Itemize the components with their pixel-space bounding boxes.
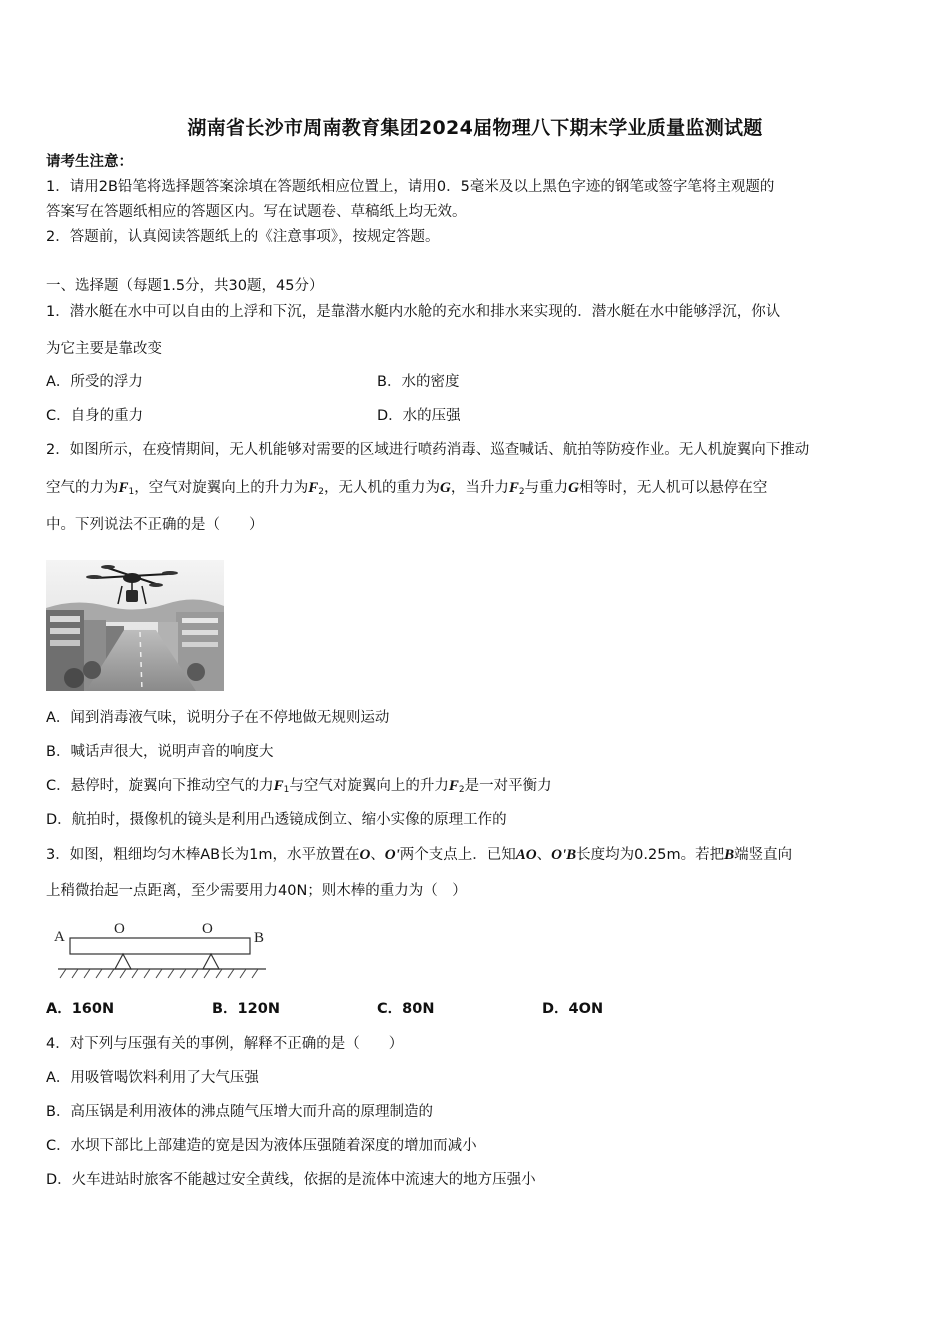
q1-option-b: B．水的密度 <box>377 374 460 390</box>
q1-option-d: D．水的压强 <box>377 408 461 424</box>
q4-option-b: B．高压锅是利用液体的沸点随气压增大而升高的原理制造的 <box>46 1104 433 1120</box>
q4-stem: 4．对下列与压强有关的事例，解释不正确的是（ ） <box>46 1036 404 1052</box>
q4-option-d: D．火车进站时旅客不能越过安全黄线，依据的是流体中流速大的地方压强小 <box>46 1172 536 1188</box>
q3-option-d: D．4ON <box>542 1001 604 1017</box>
ground-hatching <box>60 969 258 978</box>
pivot-o1 <box>115 954 131 969</box>
q2-stem-line-1: 2．如图所示，在疫情期间，无人机能够对需要的区域进行喷药消毒、巡查喊话、航拍等防疫作业。无人机旋翼向下推动 <box>46 442 810 458</box>
beam-diagram <box>52 912 270 982</box>
q2-option-c: C．悬停时，旋翼向下推动空气的力$F_1$与空气对旋翼向上的升力$F_2$是一对平衡力 <box>46 778 552 795</box>
q2-stem-line-3: 中。下列说法不正确的是（ ） <box>46 517 264 533</box>
beam-rod <box>70 938 250 954</box>
q1-stem-line-2: 为它主要是靠改变 <box>46 341 162 357</box>
q1-option-a: A．所受的浮力 <box>46 374 143 390</box>
label-b: B <box>254 930 265 946</box>
notice-heading: 请考生注意： <box>46 154 133 170</box>
notice-line-2: 答案写在答题纸相应的答题区内。写在试题卷、草稿纸上均无效。 <box>46 204 467 220</box>
q1-option-c: C．自身的重力 <box>46 408 144 424</box>
q4-option-a: A．用吸管喝饮料利用了大气压强 <box>46 1070 259 1086</box>
q2-option-d: D．航拍时，摄像机的镜头是利用凸透镜成倒立、缩小实像的原理工作的 <box>46 812 507 828</box>
q3-option-a: A．160N <box>46 1001 115 1017</box>
q3-option-c: C．80N <box>377 1001 435 1017</box>
q3-option-b: B．120N <box>212 1001 280 1017</box>
drone-photo <box>46 560 224 691</box>
q4-option-c: C．水坝下部比上部建造的宽是因为液体压强随着深度的增加而减小 <box>46 1138 477 1154</box>
section-heading: 一、选择题（每题1.5分，共30题，45分） <box>46 278 324 294</box>
page-title: 湖南省长沙市周南教育集团2024届物理八下期末学业质量监测试题 <box>187 117 763 139</box>
pivot-o2 <box>203 954 219 969</box>
q2-option-b: B．喊话声很大，说明声音的响度大 <box>46 744 274 760</box>
q2-stem-line-2: 空气的力为$F_1$，空气对旋翼向上的升力为$F_2$，无人机的重力为G，当升力$F_2$与重力G相等时，无人机可以悬停在空 <box>46 480 768 497</box>
q2-option-a: A．闻到消毒液气味，说明分子在不停地做无规则运动 <box>46 710 390 726</box>
notice-line-3: 2．答题前，认真阅读答题纸上的《注意事项》，按规定答题。 <box>46 229 440 245</box>
q3-stem-line-1: 3．如图，粗细均匀木棒AB长为1m，水平放置在O、O'两个支点上．已知AO、O'B长度均为0.25m。若把B端竖直向 <box>46 847 793 863</box>
q3-stem-line-2: 上稍微抬起一点距离，至少需要用力40N；则木棒的重力为（ ） <box>46 883 467 899</box>
label-a: A <box>54 929 65 945</box>
label-o1: O <box>114 921 125 937</box>
notice-line-1: 1．请用2B铅笔将选择题答案涂填在答题纸相应位置上，请用0．5毫米及以上黑色字迹的钢笔或签字笔将主观题的 <box>46 179 775 195</box>
label-o2: O <box>202 921 213 937</box>
q1-stem-line-1: 1．潜水艇在水中可以自由的上浮和下沉，是靠潜水艇内水舱的充水和排水来实现的．潜水艇在水中能够浮沉，你认 <box>46 304 781 320</box>
